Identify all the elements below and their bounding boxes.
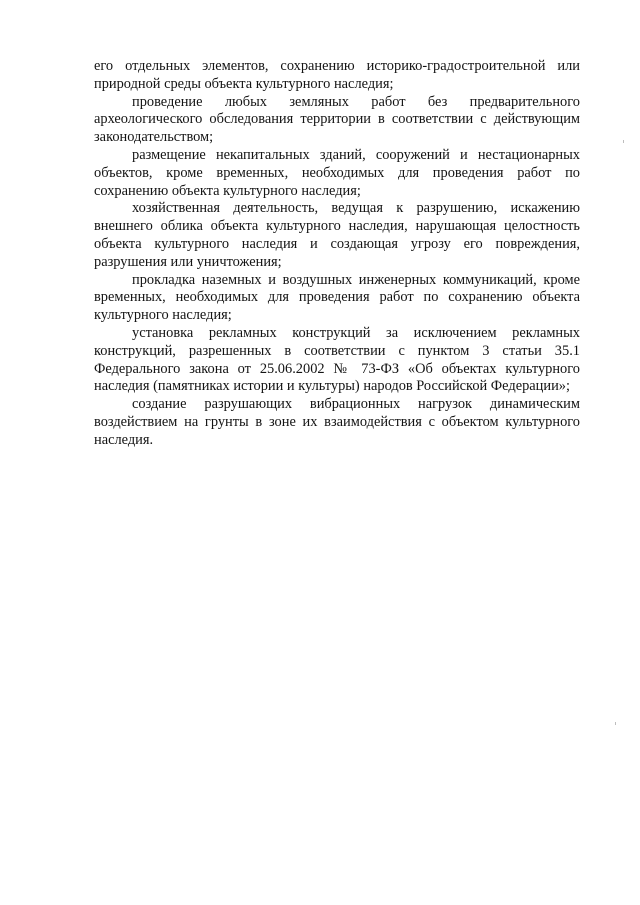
paragraph-earthworks: проведение любых земляных работ без предварительного археологического обследования территории в соответствии с действующим законодательством; — [94, 93, 580, 146]
document-body — [94, 58, 580, 450]
paragraph-utilities: прокладка наземных и воздушных инженерных коммуникаций, кроме временных, необходимых для проведения работ по сохранению объекта культурного наследия; — [94, 271, 580, 324]
paragraph-temporary-structures: размещение некапитальных зданий, сооружений и нестационарных объектов, кроме временных, необходимых для проведения работ по сохранению объекта культурного наследия; — [94, 146, 580, 199]
paragraph-vibration: создание разрушающих вибрационных нагрузок динамическим воздействием на грунты в зоне их взаимодействия с объектом культурного наследия. — [94, 396, 580, 448]
scan-speck — [615, 722, 616, 725]
scan-speck — [623, 140, 624, 143]
paragraph-advertising: установка рекламных конструкций за исключением рекламных конструкций, разрешенных в соответствии с пунктом 3 статьи 35.1 Федерального закона от 25.06.2002 № 73-ФЗ «Об объектах культурного наследия (памятниках истории и культуры) народов Российской Федерации»; — [94, 324, 580, 395]
paragraph-continuation: его отдельных элементов, сохранению историко-градостроительной или природной среды объекта культурного наследия; — [94, 58, 580, 92]
paragraph-economic-activity: хозяйственная деятельность, ведущая к разрушению, искажению внешнего облика объекта культурного наследия, нарушающая целостность объекта культурного наследия и создающая угрозу его повреждения, разрушения или уничтожения; — [94, 200, 580, 270]
